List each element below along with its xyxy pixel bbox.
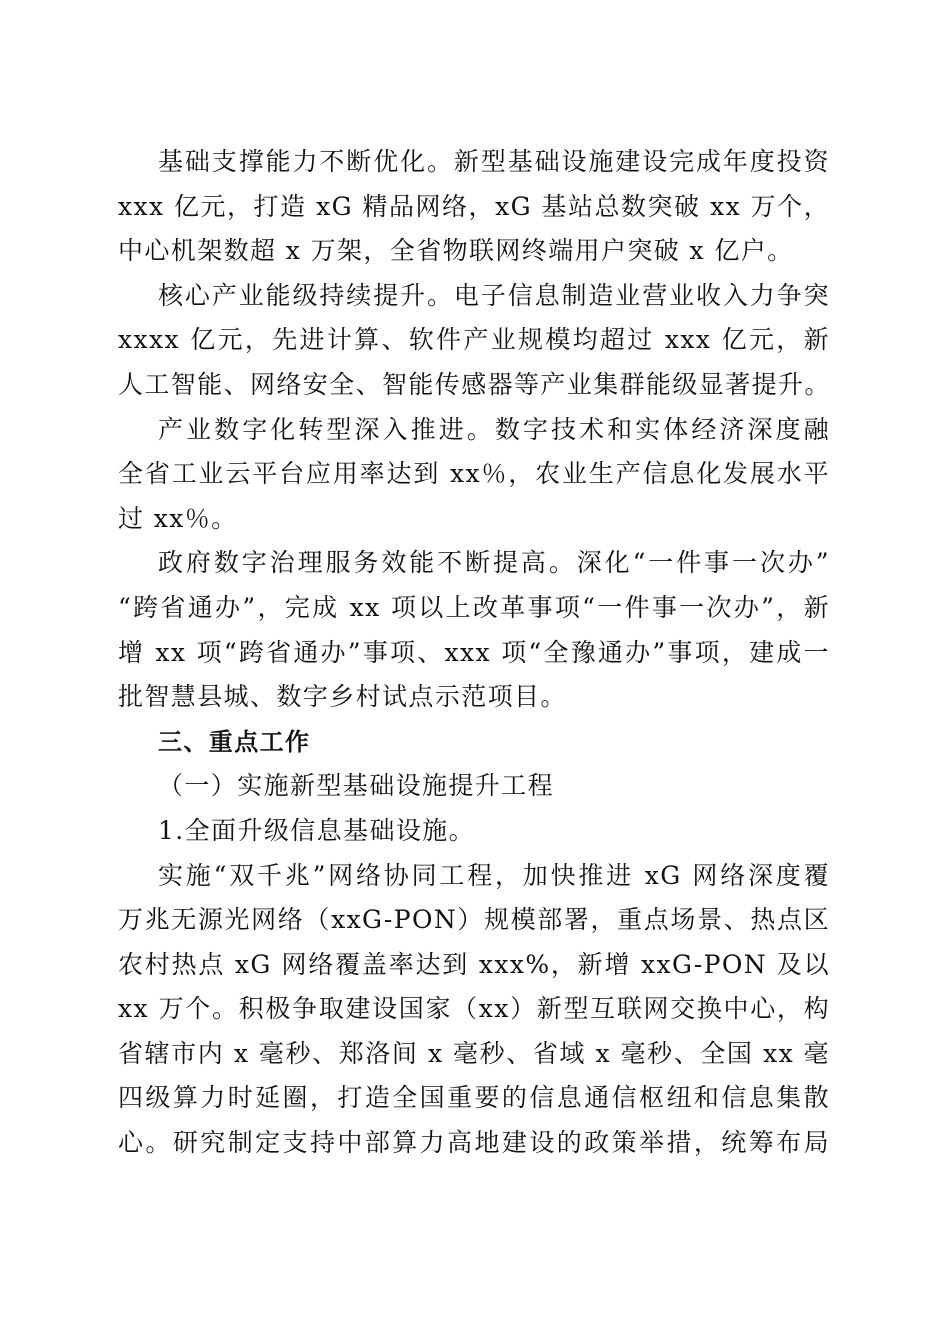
document-body <box>118 140 830 1166</box>
paragraph-line: 心。研究制定支持中部算力高地建设的政策举措，统筹布局 <box>118 1128 830 1158</box>
paragraph-line: “跨省通办”，完成 xx 项以上改革事项“一件事一次办”，新 <box>118 592 830 622</box>
paragraph-line: xxx 亿元，打造 xG 精品网络，xG 基站总数突破 xx 万个， <box>118 191 830 221</box>
paragraph-line: xxxx 亿元，先进计算、软件产业规模均超过 xxx 亿元，新 <box>118 325 830 355</box>
paragraph-line: xx 万个。积极争取建设国家（xx）新型互联网交换中心，构 <box>118 994 830 1024</box>
paragraph-digital-transformation <box>118 408 830 542</box>
paragraph-line: 产业数字化转型深入推进。数字技术和实体经济深度融 <box>158 414 830 444</box>
paragraph-line: 四级算力时延圈，打造全国重要的信息通信枢纽和信息集散 <box>118 1083 830 1113</box>
paragraph-line: 实施“双千兆”网络协同工程，加快推进 xG 网络深度覆 <box>158 860 830 890</box>
paragraph-line: 万兆无源光网络（xxG-PON）规模部署，重点场景、热点区 <box>118 905 830 935</box>
paragraph-core-industry <box>118 274 830 408</box>
item-heading: 1.全面升级信息基础设施。 <box>158 815 476 845</box>
paragraph-line: 核心产业能级持续提升。电子信息制造业营业收入力争突 <box>158 280 830 310</box>
paragraph-line: 省辖市内 x 毫秒、郑洛间 x 毫秒、省域 x 毫秒、全国 xx 毫 <box>118 1038 830 1068</box>
paragraph-line: 基础支撑能力不断优化。新型基础设施建设完成年度投资 <box>158 147 830 176</box>
paragraph-network-upgrade <box>118 854 830 1166</box>
paragraph-line: 农村热点 xG 网络覆盖率达到 xxx%，新增 xxG-PON 及以 <box>118 949 830 979</box>
paragraph-line: 中心机架数超 x 万架，全省物联网终端用户突破 x 亿户。 <box>118 236 794 266</box>
paragraph-line: 政府数字治理服务效能不断提高。深化“一件事一次办” <box>158 548 830 578</box>
section-heading: 三、重点工作 <box>158 727 311 756</box>
subsection-heading: （一）实施新型基础设施提升工程 <box>158 771 555 801</box>
paragraph-line: 批智慧县城、数字乡村试点示范项目。 <box>118 682 567 712</box>
paragraph-government-governance <box>118 541 830 719</box>
paragraph-line: 人工智能、网络安全、智能传感器等产业集群能级显著提升。 <box>118 369 831 399</box>
paragraph-infrastructure <box>118 140 830 274</box>
paragraph-line: 增 xx 项“跨省通办”事项、xxx 项“全豫通办”事项，建成一 <box>118 637 830 667</box>
paragraph-line: 过 xx％。 <box>118 503 238 533</box>
paragraph-line: 全省工业云平台应用率达到 xx％，农业生产信息化发展水平 <box>118 459 830 489</box>
